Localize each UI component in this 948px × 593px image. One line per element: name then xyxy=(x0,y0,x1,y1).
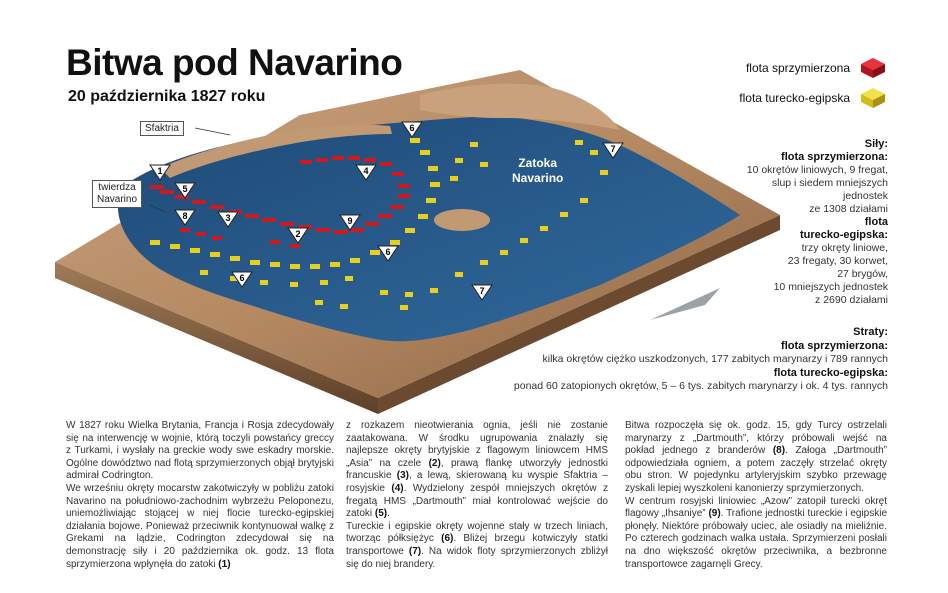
svg-text:5: 5 xyxy=(182,184,188,194)
col2-p1-text: . xyxy=(387,508,390,520)
losses-turkish-text: ponad 60 zatopionych okrętów, 5 – 6 tys. zabitych marynarzy i ok. 4 tys. rannych xyxy=(513,380,888,392)
label-fortress-line2: Navarino xyxy=(97,194,138,205)
label-sfaktria: Sfaktria xyxy=(140,121,184,136)
bay-islet xyxy=(434,209,490,231)
legend-allied-label: flota sprzymierzona xyxy=(745,61,850,75)
col1-p1-text: W 1827 roku Wielka Brytania, Francja i Rosja zdecydowały się na interwencję w wojnie, którą toczyli powstańcy greccy z Turkami, i wysłały na greckie wody swe eskadry morskie. Ogólne dowództwo nad flotą sprzymierzonych objął brytyjski admirał Codrington. xyxy=(66,420,334,482)
forces-allied-line: 10 okrętów liniowych, 9 fregat, xyxy=(746,164,888,176)
label-bay-line2: Navarino xyxy=(512,171,564,185)
text-column-2 xyxy=(346,420,608,571)
col3-para1 xyxy=(625,420,887,496)
legend-allied xyxy=(746,56,888,80)
losses-allied-heading: flota sprzymierzona: xyxy=(781,339,888,352)
text-column-3 xyxy=(625,420,887,571)
col2-p2-text: Tureckie i egipskie okręty wojenne stały w trzech liniach, tworząc półksiężyc xyxy=(346,520,608,545)
col2-p1-text: . Wydzielony zespół mniejszych okrętów z fregatą HMS „Dartmouth” miał kontrolować wejście do zatoki xyxy=(346,482,609,520)
svg-text:3: 3 xyxy=(225,213,231,223)
forces-turkish-heading-1: flota xyxy=(864,216,888,228)
ref-2: (2) xyxy=(428,457,441,469)
yellow-block-icon xyxy=(858,86,888,110)
svg-text:6: 6 xyxy=(409,123,415,133)
col1-para1 xyxy=(66,420,334,483)
col2-p1-text: z rozkazem nieotwierania ognia, jeśli nie zostanie zaatakowana. W środku ugrupowania znalazły się najlepsze okręty brytyjskie z flagowym liniowcem HMS „Asia” na czele xyxy=(346,420,608,469)
col3-para2 xyxy=(625,496,887,572)
forces-allied-heading: flota sprzymierzona: xyxy=(781,151,888,163)
page-subtitle: 20 października 1827 roku xyxy=(68,88,266,105)
ref-6: (6) xyxy=(441,533,454,545)
svg-text:6: 6 xyxy=(385,247,391,257)
forces-heading: Siły: xyxy=(864,138,888,150)
svg-text:7: 7 xyxy=(610,144,616,154)
losses-allied-text: kilka okrętów ciężko uszkodzonych, 177 zabitych marynarzy i 789 rannych xyxy=(542,353,888,365)
col2-p1-text: , a lewą, skierowaną ku wyspie Sfaktria – rosyjskie xyxy=(346,470,608,494)
legend-turkish-label: flota turecko-egipska xyxy=(739,91,850,105)
forces-turkish-line: z 2690 działami xyxy=(815,294,888,306)
svg-text:7: 7 xyxy=(479,286,485,296)
ref-9: (9) xyxy=(708,508,721,520)
label-fortress xyxy=(92,180,142,208)
svg-text:1: 1 xyxy=(157,166,163,176)
north-arrow xyxy=(650,288,720,320)
ref-1: (1) xyxy=(218,558,231,570)
forces-turkish-line: trzy okręty liniowe, xyxy=(801,242,888,254)
forces-turkish-line: 27 brygów, xyxy=(837,268,888,280)
col2-para1 xyxy=(346,420,608,521)
col2-p1-text: , prawą flankę utworzyły jednostki francuskie xyxy=(346,457,608,482)
col3-p1-text: . Załoga „Dartmouth” odpowiedziała ogniem, a potem zaczęły strzelać okręty obu stron. W pojedynku artyleryjskim szybko przewagę zyskali lepiej wyszkoleni kanonierzy sprzymierzonych. xyxy=(625,445,887,494)
svg-text:2: 2 xyxy=(295,229,301,239)
legend-turkish xyxy=(739,86,888,110)
col1-para2 xyxy=(66,483,334,571)
losses-heading: Straty: xyxy=(853,326,888,338)
col3-p2-text: . Trafione jednostki tureckie i egipskie płonęły. Niektóre próbowały uciec, ale osiadły na mieliźnie. Po czterech godzinach walka ustała. Sprzymierzeni posłali na dno większość okrętów przeciwnika, a bezbronne transportowce zagarnęli Grecy. xyxy=(625,508,888,570)
label-bay xyxy=(512,156,563,186)
label-bay-line1: Zatoka xyxy=(518,156,558,170)
svg-text:9: 9 xyxy=(347,216,353,226)
col2-p2-text: . Na widok floty sprzymierzonych zbliżył się do niej brandery. xyxy=(346,545,609,570)
ref-4: (4) xyxy=(391,482,404,494)
col2-para2 xyxy=(346,521,608,571)
page-title: Bitwa pod Navarino xyxy=(66,42,403,83)
losses-panel xyxy=(514,326,888,394)
ref-7: (7) xyxy=(408,545,422,557)
col2-p2-text: . Bliżej brzegu kotwiczyły statki transportowe xyxy=(346,533,608,557)
ref-8: (8) xyxy=(772,445,786,457)
text-column-1 xyxy=(66,420,334,571)
forces-panel xyxy=(747,138,888,307)
col3-p2-text: W centrum rosyjski liniowiec „Azow” zatopił turecki okręt flagowy „Ihsaniye” xyxy=(625,495,887,520)
ref-3: (3) xyxy=(396,470,409,482)
label-fortress-line1: twierdza xyxy=(98,182,136,193)
forces-turkish-line: 10 mniejszych jednostek xyxy=(773,281,888,293)
red-block-icon xyxy=(858,56,888,80)
col1-p2-text: We wrześniu okręty mocarstw zakotwiczyły w pobliżu zatoki Navarino na południowo-zachodnim wybrzeżu Peloponezu, uniemożliwiając stojącej w niej flocie turecko-egipskiej działania bojowe. Ponieważ przeciwnik kontynuował walkę z Grekami na lądzie, Codrington zdecydował się na demonstrację siły i 20 października ok. godz. 13 flota sprzymierzona wpłynęła do zatoki xyxy=(66,482,334,570)
col3-p1-text: Bitwa rozpoczęła się ok. godz. 15, gdy Turcy ostrzelali marynarzy z „Dartmouth”, którzy próbowali wejść na pokład jednego z branderów xyxy=(625,420,887,457)
losses-turkish-heading: flota turecko-egipska: xyxy=(773,366,888,379)
svg-text:6: 6 xyxy=(239,273,245,283)
forces-allied-line: ze 1308 działami xyxy=(809,203,888,215)
svg-text:4: 4 xyxy=(363,166,369,176)
svg-text:8: 8 xyxy=(182,211,188,221)
forces-turkish-line: 23 fregaty, 30 korwet, xyxy=(787,255,888,267)
forces-allied-line: slup i siedem mniejszych xyxy=(771,177,888,189)
ref-5: (5) xyxy=(374,508,388,520)
forces-turkish-heading-2: turecko-egipska: xyxy=(799,229,888,241)
forces-allied-line: jednostek xyxy=(843,190,888,202)
